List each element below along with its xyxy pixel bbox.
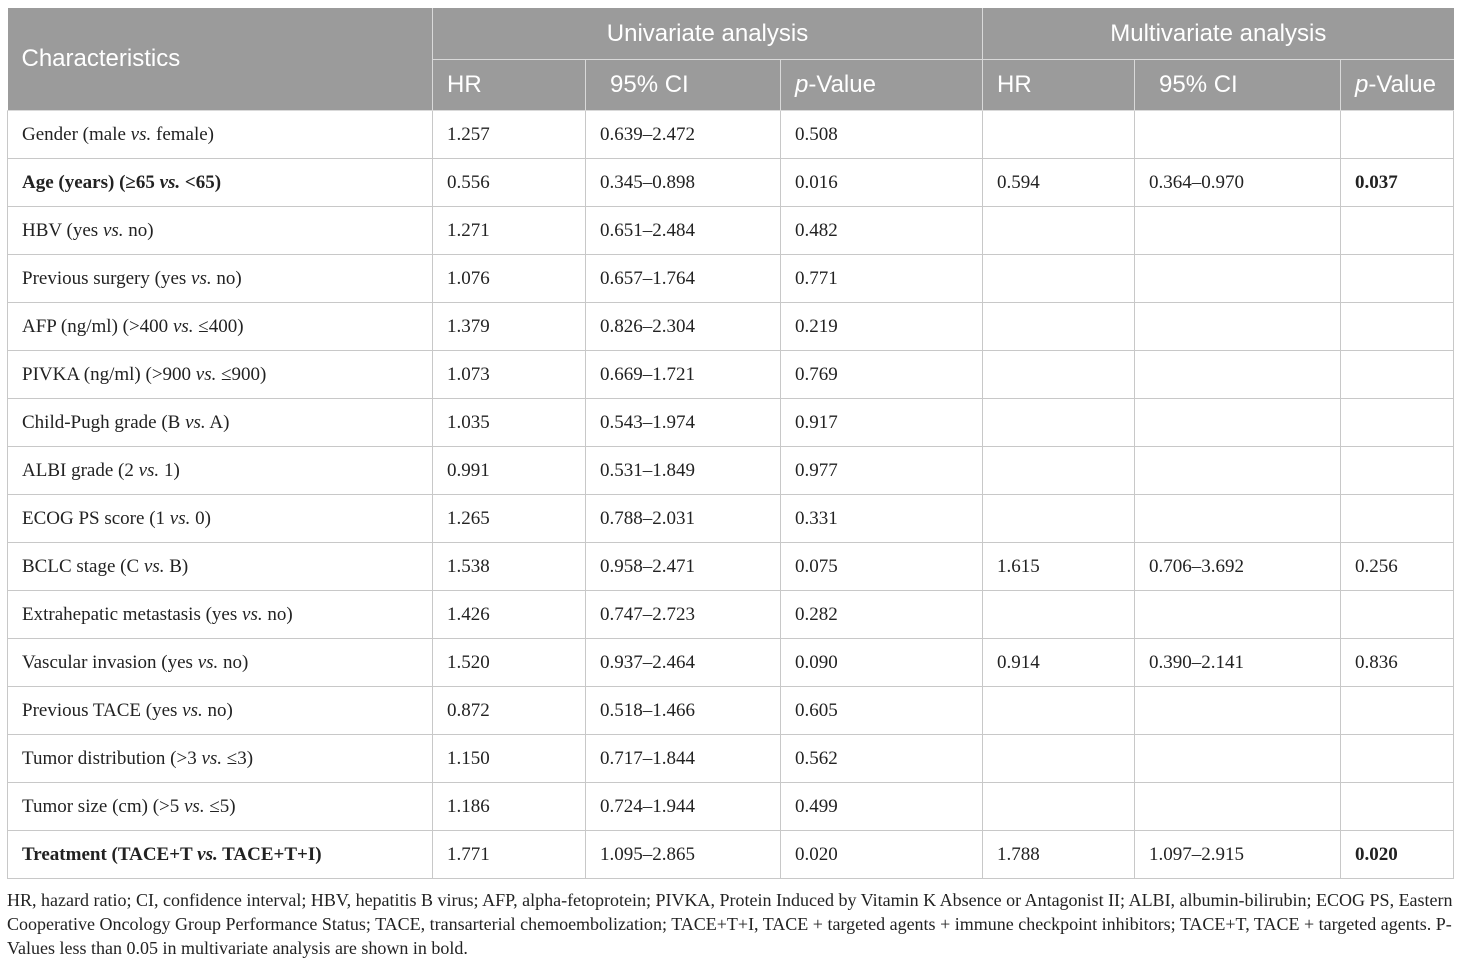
cell-u-hr: 1.520 [433,639,586,687]
cell-m-hr [983,735,1135,783]
characteristic-cell [8,159,433,207]
p-suffix: -Value [808,71,876,98]
cell-u-hr: 1.771 [433,831,586,879]
characteristic-post: no) [202,699,233,721]
characteristic-vs: vs. [130,123,152,145]
cell-m-p [1341,447,1454,495]
cell-u-p: 0.769 [781,351,983,399]
characteristic-cell [8,543,433,591]
cell-u-ci: 0.717–1.844 [586,735,781,783]
cell-m-p [1341,255,1454,303]
header-univariate-ci: 95% CI [586,60,781,111]
cell-u-p: 0.075 [781,543,983,591]
characteristic-pre: Tumor size (cm) (>5 [22,795,184,817]
cell-m-hr [983,399,1135,447]
table-row [8,111,1454,159]
header-univariate: Univariate analysis [433,8,983,60]
header-multivariate-hr: HR [983,60,1135,111]
characteristic-pre: PIVKA (ng/ml) (>900 [22,363,196,385]
cell-m-p [1341,783,1454,831]
cell-m-p [1341,351,1454,399]
cell-u-p: 0.090 [781,639,983,687]
table-row [8,303,1454,351]
header-multivariate: Multivariate analysis [983,8,1454,60]
characteristic-cell [8,495,433,543]
cell-u-hr: 1.073 [433,351,586,399]
characteristic-post: A) [205,411,230,433]
characteristic-pre: Treatment (TACE+T [22,843,198,865]
cell-u-p: 0.508 [781,111,983,159]
cell-u-hr: 1.150 [433,735,586,783]
cell-m-ci [1135,255,1341,303]
characteristic-vs: vs. [242,603,263,625]
characteristic-post: 0) [190,507,211,529]
table-header [8,8,1454,111]
characteristic-cell [8,207,433,255]
cell-m-ci [1135,303,1341,351]
characteristic-post: 1) [159,459,180,481]
table-row [8,687,1454,735]
characteristic-vs: vs. [102,219,124,241]
characteristic-pre: Age (years) (≥65 [22,171,160,193]
cell-m-hr: 0.594 [983,159,1135,207]
characteristic-vs: vs. [143,555,165,577]
cell-u-hr: 1.265 [433,495,586,543]
characteristic-vs: vs. [184,795,205,817]
table-footnote: HR, hazard ratio; CI, confidence interval; HBV, hepatitis B virus; AFP, alpha-fetoprotein; PIVKA, Protein Induced by Vitamin K Absence or Antagonist II; ALBI, albumin-bilirubin; ECOG PS, Eastern Cooperative Oncology Group Performance Status; TACE, transarterial chemoembolization; TACE+T+I, TACE + targeted agents + immune checkpoint inhibitors; TACE+T, TACE + targeted agents. P-Values less than 0.05 in multivariate analysis are shown in bold. [7,890,1453,958]
cell-u-ci: 0.937–2.464 [586,639,781,687]
characteristic-pre: ALBI grade (2 [22,459,139,481]
table-row [8,831,1454,879]
cell-u-hr: 1.257 [433,111,586,159]
cell-u-ci: 0.345–0.898 [586,159,781,207]
cell-u-p: 0.016 [781,159,983,207]
cell-m-p [1341,735,1454,783]
cell-m-p [1341,687,1454,735]
characteristic-cell [8,831,433,879]
header-multivariate-p [1341,60,1454,111]
characteristic-pre: Tumor distribution (>3 [22,747,202,769]
table-row [8,783,1454,831]
cell-m-p: 0.256 [1341,543,1454,591]
characteristic-vs: vs. [191,267,212,289]
cell-m-hr [983,447,1135,495]
p-italic: p [795,71,809,98]
cell-u-hr: 1.426 [433,591,586,639]
characteristic-pre: HBV (yes [22,219,103,241]
cell-m-ci [1135,687,1341,735]
characteristic-post: ≤5) [204,795,236,817]
cell-u-ci: 0.826–2.304 [586,303,781,351]
cell-m-ci [1135,735,1341,783]
characteristic-cell [8,591,433,639]
cell-u-ci: 0.724–1.944 [586,783,781,831]
header-univariate-p [781,60,983,111]
characteristic-vs: vs. [182,699,203,721]
cell-u-ci: 0.651–2.484 [586,207,781,255]
table-body [8,111,1454,879]
characteristic-cell [8,303,433,351]
cell-m-ci [1135,591,1341,639]
characteristic-pre: Previous surgery (yes [22,267,192,289]
cell-m-hr: 1.615 [983,543,1135,591]
cell-m-ci [1135,351,1341,399]
cell-u-ci: 0.788–2.031 [586,495,781,543]
cell-m-ci [1135,783,1341,831]
table-row [8,495,1454,543]
characteristic-vs: vs. [197,843,218,865]
cell-m-p [1341,111,1454,159]
cell-u-p: 0.605 [781,687,983,735]
cell-m-hr [983,687,1135,735]
cell-u-hr: 1.271 [433,207,586,255]
cell-u-hr: 1.035 [433,399,586,447]
cell-u-p: 0.020 [781,831,983,879]
characteristic-cell [8,687,433,735]
cell-m-p: 0.836 [1341,639,1454,687]
header-characteristics: Characteristics [8,8,433,111]
cell-u-hr: 1.076 [433,255,586,303]
table-row [8,447,1454,495]
table-row [8,639,1454,687]
cell-m-ci: 1.097–2.915 [1135,831,1341,879]
characteristic-vs: vs. [169,507,191,529]
cell-m-hr [983,495,1135,543]
cell-m-ci: 0.706–3.692 [1135,543,1341,591]
characteristic-cell [8,351,433,399]
characteristic-post: B) [164,555,189,577]
table-row [8,399,1454,447]
cell-m-p: 0.037 [1341,159,1454,207]
characteristic-cell [8,735,433,783]
characteristic-pre: ECOG PS score (1 [22,507,170,529]
header-multivariate-ci: 95% CI [1135,60,1341,111]
cell-m-ci [1135,207,1341,255]
cell-m-hr: 1.788 [983,831,1135,879]
cell-u-ci: 0.543–1.974 [586,399,781,447]
cell-m-p [1341,207,1454,255]
characteristic-post: no) [262,603,293,625]
cell-u-ci: 0.639–2.472 [586,111,781,159]
characteristic-pre: BCLC stage (C [22,555,144,577]
characteristic-pre: Child-Pugh grade (B [22,411,186,433]
table-row [8,255,1454,303]
table-row [8,351,1454,399]
cell-m-hr [983,255,1135,303]
cell-m-ci: 0.364–0.970 [1135,159,1341,207]
cell-m-ci [1135,495,1341,543]
cell-u-hr: 0.872 [433,687,586,735]
cell-u-ci: 0.958–2.471 [586,543,781,591]
cell-u-p: 0.499 [781,783,983,831]
cell-u-p: 0.917 [781,399,983,447]
cell-u-ci: 1.095–2.865 [586,831,781,879]
cell-m-hr [983,207,1135,255]
table-row [8,543,1454,591]
cell-u-p: 0.771 [781,255,983,303]
cell-m-hr [983,783,1135,831]
characteristic-vs: vs. [195,363,217,385]
cell-u-p: 0.562 [781,735,983,783]
cell-u-p: 0.331 [781,495,983,543]
cell-u-ci: 0.531–1.849 [586,447,781,495]
cell-m-ci [1135,111,1341,159]
cell-m-ci [1135,399,1341,447]
characteristic-cell [8,399,433,447]
characteristic-pre: Extrahepatic metastasis (yes [22,603,243,625]
characteristic-pre: Gender (male [22,123,131,145]
cell-m-ci: 0.390–2.141 [1135,639,1341,687]
characteristic-post: <65) [180,171,222,193]
cell-m-p: 0.020 [1341,831,1454,879]
cell-m-hr [983,351,1135,399]
results-table-container [7,8,1453,879]
characteristic-pre: AFP (ng/ml) (>400 [22,315,173,337]
cell-u-p: 0.977 [781,447,983,495]
characteristic-vs: vs. [172,315,194,337]
characteristic-cell [8,255,433,303]
cell-u-ci: 0.518–1.466 [586,687,781,735]
table-row [8,207,1454,255]
p-suffix: -Value [1368,71,1436,98]
cell-m-hr: 0.914 [983,639,1135,687]
cell-u-hr: 1.379 [433,303,586,351]
cell-u-hr: 1.538 [433,543,586,591]
characteristic-cell [8,447,433,495]
cell-u-p: 0.482 [781,207,983,255]
characteristic-vs: vs. [159,171,181,193]
characteristic-vs: vs. [185,411,206,433]
cell-m-p [1341,303,1454,351]
cell-u-ci: 0.657–1.764 [586,255,781,303]
header-univariate-hr: HR [433,60,586,111]
characteristic-pre: Vascular invasion (yes [22,651,198,673]
characteristic-post: ≤3) [222,747,254,769]
cell-u-hr: 0.556 [433,159,586,207]
characteristic-pre: Previous TACE (yes [22,699,183,721]
cell-u-hr: 1.186 [433,783,586,831]
table-row [8,159,1454,207]
characteristic-vs: vs. [138,459,160,481]
cell-m-hr [983,591,1135,639]
characteristic-post: ≤900) [216,363,267,385]
cell-u-p: 0.282 [781,591,983,639]
cell-m-ci [1135,447,1341,495]
cell-u-hr: 0.991 [433,447,586,495]
characteristic-cell [8,111,433,159]
characteristic-post: no) [123,219,154,241]
characteristic-vs: vs. [201,747,223,769]
cell-m-p [1341,495,1454,543]
characteristic-vs: vs. [197,651,219,673]
cell-m-hr [983,303,1135,351]
characteristic-post: no) [218,651,249,673]
cell-u-ci: 0.669–1.721 [586,351,781,399]
cell-m-p [1341,399,1454,447]
cell-u-p: 0.219 [781,303,983,351]
cox-regression-table [7,8,1454,879]
characteristic-post: no) [211,267,242,289]
characteristic-cell [8,783,433,831]
characteristic-post: female) [151,123,215,145]
p-italic: p [1355,71,1369,98]
cell-m-hr [983,111,1135,159]
characteristic-post: TACE+T+I) [217,843,322,865]
table-row [8,591,1454,639]
characteristic-cell [8,639,433,687]
cell-m-p [1341,591,1454,639]
cell-u-ci: 0.747–2.723 [586,591,781,639]
characteristic-post: ≤400) [193,315,244,337]
table-row [8,735,1454,783]
